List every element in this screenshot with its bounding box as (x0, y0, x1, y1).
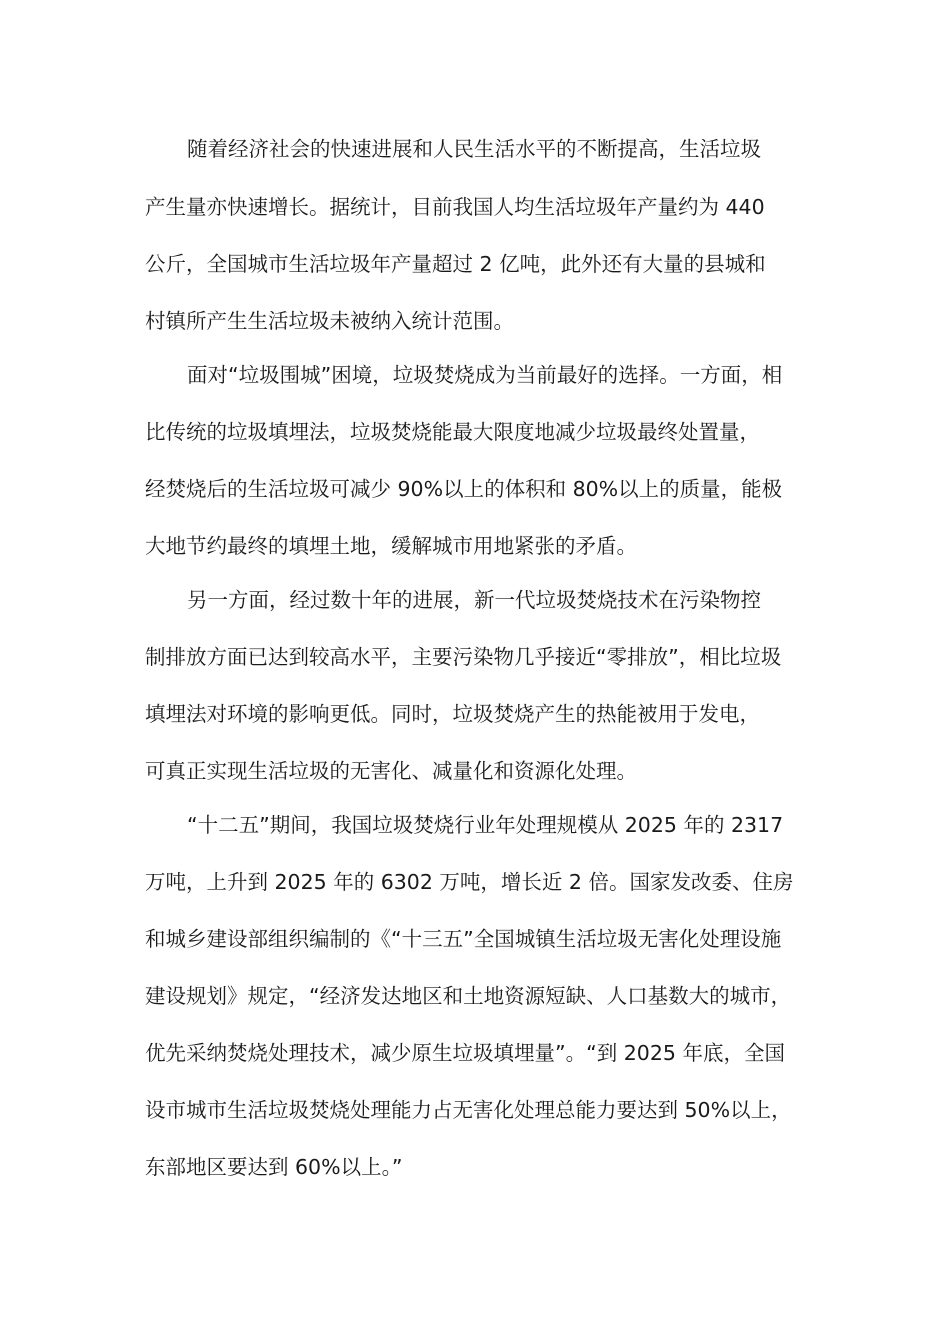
text-line: 填埋法对环境的影响更低。同时，垃圾焚烧产生的热能被用于发电， (145, 702, 760, 726)
text-line: 大地节约最终的填埋土地，缓解城市用地紧张的矛盾。 (145, 534, 637, 558)
text-line: 万吨，上升到 2025 年的 6302 万吨，增长近 2 倍。国家发改委、住房 (145, 870, 794, 894)
text-line: “十二五”期间，我国垃圾焚烧行业年处理规模从 2025 年的 2317 (187, 813, 784, 837)
text-line: 优先采纳焚烧处理技术，减少原生垃圾填埋量”。“到 2025 年底，全国 (145, 1041, 785, 1065)
text-line: 另一方面，经过数十年的进展，新一代垃圾焚烧技术在污染物控 (187, 588, 761, 612)
text-line: 随着经济社会的快速进展和人民生活水平的不断提高，生活垃圾 (187, 137, 761, 161)
text-line: 经焚烧后的生活垃圾可减少 90%以上的体积和 80%以上的质量，能极 (145, 477, 783, 501)
text-line: 产生量亦快速增长。据统计，目前我国人均生活垃圾年产量约为 440 (145, 195, 765, 219)
text-line: 设市城市生活垃圾焚烧处理能力占无害化处理总能力要达到 50%以上， (145, 1098, 792, 1122)
text-line: 建设规划》规定，“经济发达地区和土地资源短缺、人口基数大的城市， (145, 984, 792, 1008)
text-line: 公斤，全国城市生活垃圾年产量超过 2 亿吨，此外还有大量的县城和 (145, 252, 766, 276)
text-line: 面对“垃圾围城”困境，垃圾焚烧成为当前最好的选择。一方面，相 (187, 363, 783, 387)
text-line: 和城乡建设部组织编制的《“十三五”全国城镇生活垃圾无害化处理设施 (145, 927, 782, 951)
text-line: 村镇所产生生活垃圾未被纳入统计范围。 (145, 309, 514, 333)
text-line: 东部地区要达到 60%以上。” (145, 1155, 403, 1179)
text-line: 比传统的垃圾填埋法，垃圾焚烧能最大限度地减少垃圾最终处置量， (145, 420, 760, 444)
text-line: 可真正实现生活垃圾的无害化、减量化和资源化处理。 (145, 759, 637, 783)
text-line: 制排放方面已达到较高水平，主要污染物几乎接近“零排放”，相比垃圾 (145, 645, 782, 669)
